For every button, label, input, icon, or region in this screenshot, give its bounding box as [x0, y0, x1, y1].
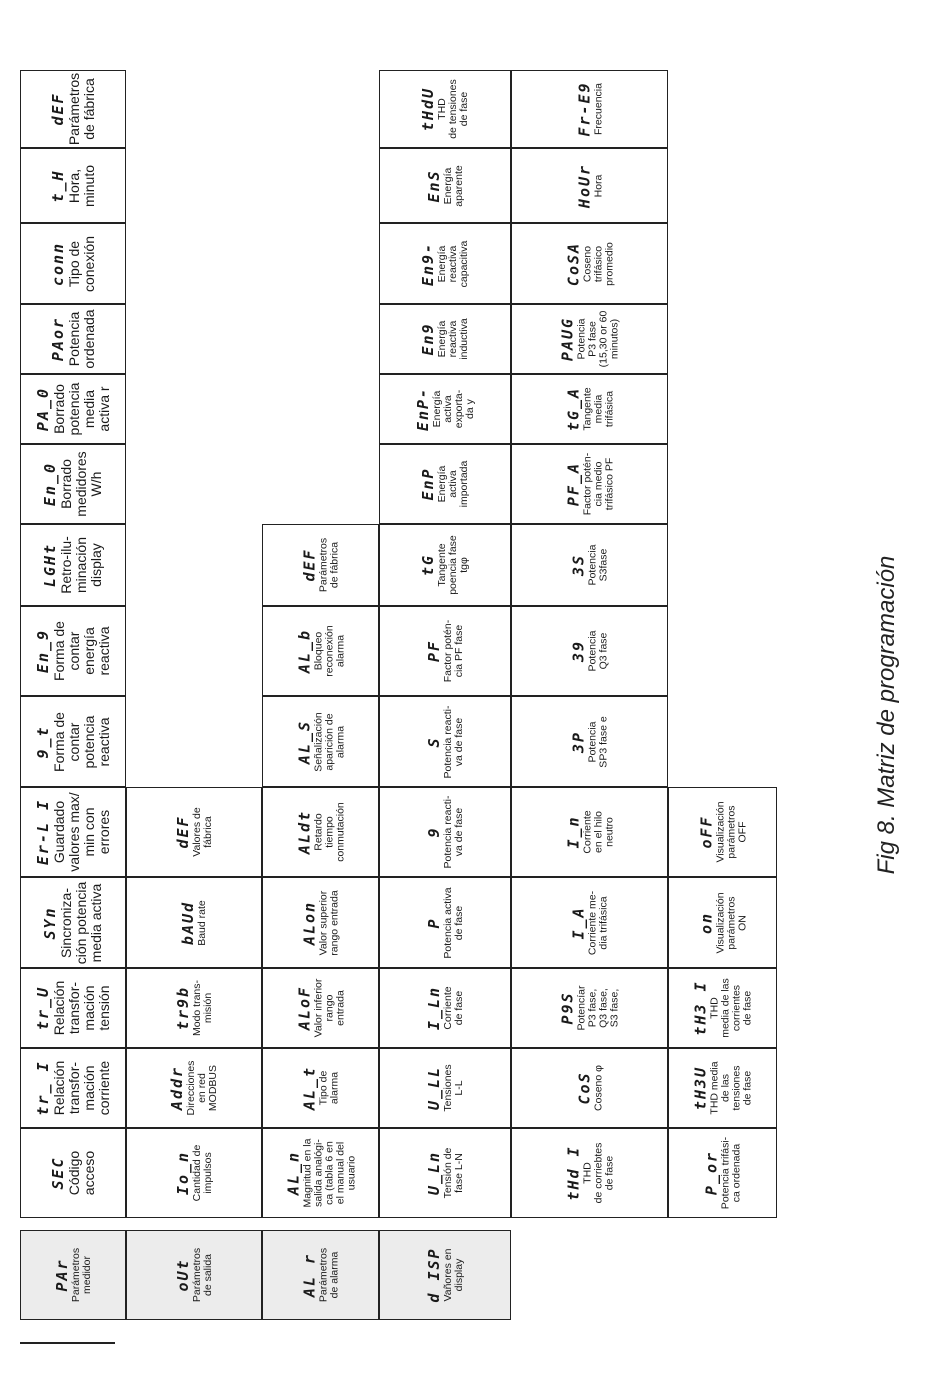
cell-description: Forma de contar potencia reactiva [50, 711, 112, 772]
cell-description: THD de corriebtes de fase [580, 1142, 615, 1204]
matrix-cell [511, 1128, 668, 1218]
cell-description: Relación transfor- mación tensión [50, 980, 112, 1036]
cell-code: oFF [696, 815, 715, 849]
matrix-cell [668, 968, 777, 1048]
cell-code: tHd I [563, 1145, 582, 1201]
matrix-cell [379, 877, 511, 968]
cell-description: Borrado medidores W/h [58, 451, 104, 517]
cell-description: Parámetros medidor [69, 1247, 93, 1303]
cell-code: U_LL [424, 1065, 443, 1111]
cell-description: Energía activa importada [436, 460, 470, 508]
cell-code: Er-L I [33, 798, 52, 866]
cell-code: P [424, 916, 443, 929]
matrix-cell [126, 877, 262, 968]
matrix-cell [262, 787, 379, 877]
cell-code: I_Ln [424, 985, 443, 1031]
cell-description: Valor superior rango entrada [317, 889, 340, 956]
cell-code: ALon [300, 900, 318, 945]
figure-caption [872, 515, 902, 915]
cell-code: 9_t [33, 724, 52, 759]
matrix-cell [20, 304, 126, 374]
cell-description: THD de tensiones de fase [436, 79, 470, 139]
cell-code: on [696, 911, 715, 934]
group-header-par [20, 1230, 126, 1320]
footnote-rule [20, 1342, 115, 1344]
cell-description: Visualización parámetros OFF [713, 801, 748, 863]
cell-description: Corriente en el hilo neutro [580, 810, 615, 854]
cell-description: Parámetros de salida [190, 1247, 214, 1303]
cell-code: tH3U [691, 1065, 709, 1111]
matrix-cell [20, 374, 126, 444]
cell-code: HoUr [574, 163, 593, 208]
cell-description: Retardo tiempo conmutación [311, 802, 346, 862]
matrix-cell [20, 606, 126, 696]
cell-code: dEF [173, 815, 192, 849]
cell-code: P9S [558, 991, 576, 1025]
cell-description: Potencíar P3 fase, Q3 fase, S3 fase, [575, 985, 620, 1031]
matrix-cell [511, 606, 668, 696]
matrix-cell [379, 696, 511, 787]
matrix-cell [262, 1048, 379, 1128]
cell-description: Magnitud en la salida analógi- ca (tabla 6 en el manual del usuario [300, 1138, 357, 1208]
cell-description: Bloqueo reconexión alarma [311, 625, 346, 677]
cell-description: Corriente de fase [441, 986, 465, 1030]
cell-code: tHdU [419, 86, 437, 132]
cell-code: LGHt [41, 542, 59, 588]
matrix-cell [20, 223, 126, 304]
cell-code: EnP- [413, 386, 432, 432]
cell-description: Energía aparente [441, 164, 465, 207]
matrix-cell [668, 877, 777, 968]
cell-description: Tangente media trifásica [580, 387, 615, 431]
cell-code: PAr [52, 1258, 71, 1292]
matrix-cell [20, 1048, 126, 1128]
cell-description: Borrado potencia media activa r [50, 382, 112, 436]
cell-description: Señalización aparición de alarma [311, 711, 346, 772]
cell-code: Fr-E9 [574, 81, 593, 137]
matrix-cell [379, 787, 511, 877]
cell-code: 3S [569, 553, 587, 577]
cell-code: PAUG [558, 316, 576, 362]
cell-description: Forma de contar energía reactiva [50, 621, 112, 681]
cell-description: Valor inferior rango entrada [311, 978, 346, 1038]
cell-code: AL_t [300, 1065, 318, 1111]
cell-code: dEF [300, 548, 318, 582]
matrix-cell [511, 524, 668, 606]
cell-code: bAUd [179, 900, 197, 945]
cell-code: SYn [41, 905, 59, 940]
cell-description: Potencia ordenada [65, 309, 97, 369]
cell-description: Potencia Q3 fase [586, 630, 609, 672]
matrix-cell [20, 877, 126, 968]
cell-code: En_0 [41, 461, 59, 507]
cell-description: Factor potén- cia PF fase [441, 619, 465, 683]
matrix-cell [20, 444, 126, 524]
figure-caption-text: Fig 8. Matriz de programación [873, 555, 900, 875]
matrix-cell [379, 304, 511, 374]
cell-code: AL_b [294, 628, 313, 674]
matrix-cell [379, 148, 511, 223]
matrix-cell [379, 524, 511, 606]
cell-code: 3P [569, 730, 587, 753]
cell-description: Vañores en display [441, 1248, 465, 1302]
matrix-cell [511, 374, 668, 444]
matrix-cell [511, 444, 668, 524]
cell-code: tG_A [563, 386, 582, 432]
cell-code: d ISP [424, 1247, 443, 1303]
matrix-cell [511, 968, 668, 1048]
cell-code: PA_0 [33, 386, 52, 432]
cell-code: PAor [48, 316, 67, 362]
cell-description: THD media de las tensiones de fase [708, 1061, 753, 1115]
cell-code: oUt [173, 1258, 192, 1292]
cell-description: Potencia reacti- va de fase [441, 705, 465, 778]
cell-code: U_Ln [424, 1150, 443, 1196]
cell-code: tH3 I [691, 980, 709, 1036]
cell-description: Energía reactiva inductiva [436, 318, 470, 360]
cell-description: Frecuencia [591, 83, 604, 135]
group-header-alr [262, 1230, 379, 1320]
cell-code: I_A [569, 905, 587, 940]
cell-description: Tipo de alarma [317, 1070, 340, 1106]
cell-description: Tensiones L-L [441, 1064, 465, 1112]
matrix-cell [262, 877, 379, 968]
group-header-out [126, 1230, 262, 1320]
cell-code: EnP [419, 467, 437, 501]
cell-description: Tipo de conexión [65, 235, 97, 292]
matrix-cell [20, 696, 126, 787]
cell-code: PF_A [563, 461, 582, 507]
cell-code: CoSA [563, 241, 582, 286]
matrix-cell [511, 70, 668, 148]
cell-description: Visualización parámetros ON [713, 891, 748, 954]
cell-description: Cantidad de impulsos [190, 1144, 214, 1202]
cell-code: SEC [48, 1156, 67, 1190]
cell-code: AL r [300, 1252, 318, 1298]
cell-description: Energía activa exporta- da y [430, 389, 476, 429]
cell-description: Potencia P3 fase (15,30 or 60 minutos) [575, 310, 620, 368]
cell-code: En9- [419, 241, 437, 286]
matrix-cell [20, 1128, 126, 1218]
cell-code: CoS [574, 1071, 593, 1105]
cell-description: Potencia reacti- va de fase [441, 795, 465, 869]
cell-code: conn [48, 241, 67, 286]
cell-code: t_H [48, 168, 67, 203]
matrix-cell [379, 1128, 511, 1218]
matrix-cell [262, 968, 379, 1048]
matrix-cell [511, 304, 668, 374]
cell-code: dEF [48, 92, 67, 126]
cell-code: tr_U [33, 985, 52, 1031]
matrix-cell [668, 1048, 777, 1128]
cell-description: Tangente poencia fase tgφ [436, 535, 470, 595]
cell-code: tr_ I [33, 1060, 52, 1116]
cell-description: Coseno φ [591, 1065, 604, 1111]
matrix-cell [20, 70, 126, 148]
cell-code: P_or [702, 1150, 720, 1196]
matrix-cell [511, 696, 668, 787]
matrix-cell [126, 1128, 262, 1218]
matrix-cell [379, 223, 511, 304]
matrix-cell [262, 1128, 379, 1218]
cell-code: Addr [168, 1065, 186, 1111]
cell-code: tr9b [173, 985, 192, 1031]
matrix-cell [511, 787, 668, 877]
cell-code: EnS [424, 168, 443, 203]
matrix-cell [379, 968, 511, 1048]
cell-code: En9 [419, 322, 437, 356]
cell-description: Potencia S3fase [586, 544, 609, 586]
cell-code: I_n [563, 815, 582, 849]
matrix-cell [262, 696, 379, 787]
cell-description: Modo trans- misión [190, 979, 214, 1037]
matrix-cell [20, 524, 126, 606]
cell-description: Direcciones en red MODBUS [185, 1060, 219, 1116]
cell-description: Código acceso [65, 1150, 97, 1196]
matrix-cell [511, 877, 668, 968]
cell-description: Hora, minuto [65, 164, 97, 207]
cell-description: Parámetros de fábrica [317, 537, 340, 593]
matrix-cell [20, 148, 126, 223]
cell-description: Tensión de fase L-N [441, 1147, 465, 1199]
cell-description: Potencia trifási- ca ordenada [719, 1136, 742, 1210]
cell-description: Baud rate [196, 899, 208, 946]
cell-description: Valores de fábrica [190, 807, 214, 857]
matrix-cell [262, 606, 379, 696]
matrix-cell [668, 787, 777, 877]
matrix-cell [126, 787, 262, 877]
cell-description: Retro-ilu- minación display [58, 536, 104, 594]
matrix-cell [126, 1048, 262, 1128]
cell-description: Parámetros de fábrica [65, 72, 97, 146]
cell-code: PF [424, 639, 443, 663]
cell-description: Sincroniza- ción potencia media activa [58, 881, 104, 964]
matrix-cell [379, 606, 511, 696]
cell-code: AL_n [283, 1150, 302, 1196]
cell-code: S [424, 735, 443, 748]
matrix-cell [511, 148, 668, 223]
cell-code: En_9 [33, 628, 52, 674]
matrix-cell [379, 70, 511, 148]
cell-description: Coseno trifásico promedio [580, 241, 615, 286]
cell-code: 39 [569, 639, 587, 663]
matrix-cell [511, 1048, 668, 1128]
matrix-cell [262, 524, 379, 606]
matrix-cell [379, 1048, 511, 1128]
matrix-cell [379, 374, 511, 444]
cell-code: ALdt [294, 809, 313, 855]
cell-code: 9 [424, 826, 443, 838]
cell-description: Energía reactiva capacitiva [436, 240, 470, 287]
cell-description: Guardado valores max/ min con errores [50, 792, 112, 872]
matrix-cell [668, 1128, 777, 1218]
cell-code: ALoF [294, 985, 313, 1031]
group-header-dsp [379, 1230, 511, 1320]
cell-description: Potencia activa de fase [441, 886, 465, 959]
matrix-cell [379, 444, 511, 524]
cell-code: Io_n [173, 1150, 192, 1196]
cell-description: Relación transfor- mación corriente [50, 1060, 112, 1116]
cell-description: Parámetros de alarma [317, 1247, 340, 1303]
cell-code: tG [419, 553, 437, 577]
matrix-cell [20, 787, 126, 877]
cell-description: Hora [591, 174, 604, 197]
matrix-cell [20, 968, 126, 1048]
cell-description: THD media de las corrientes de fase [708, 978, 753, 1038]
matrix-cell [126, 968, 262, 1048]
cell-description: Factor potén- cia medio trifásico PF [580, 452, 615, 516]
cell-description: Corriente me- dia trifásica [586, 890, 609, 955]
cell-description: Potencia SP3 fase e [586, 715, 609, 768]
matrix-cell [511, 223, 668, 304]
cell-code: AL_S [294, 719, 313, 764]
